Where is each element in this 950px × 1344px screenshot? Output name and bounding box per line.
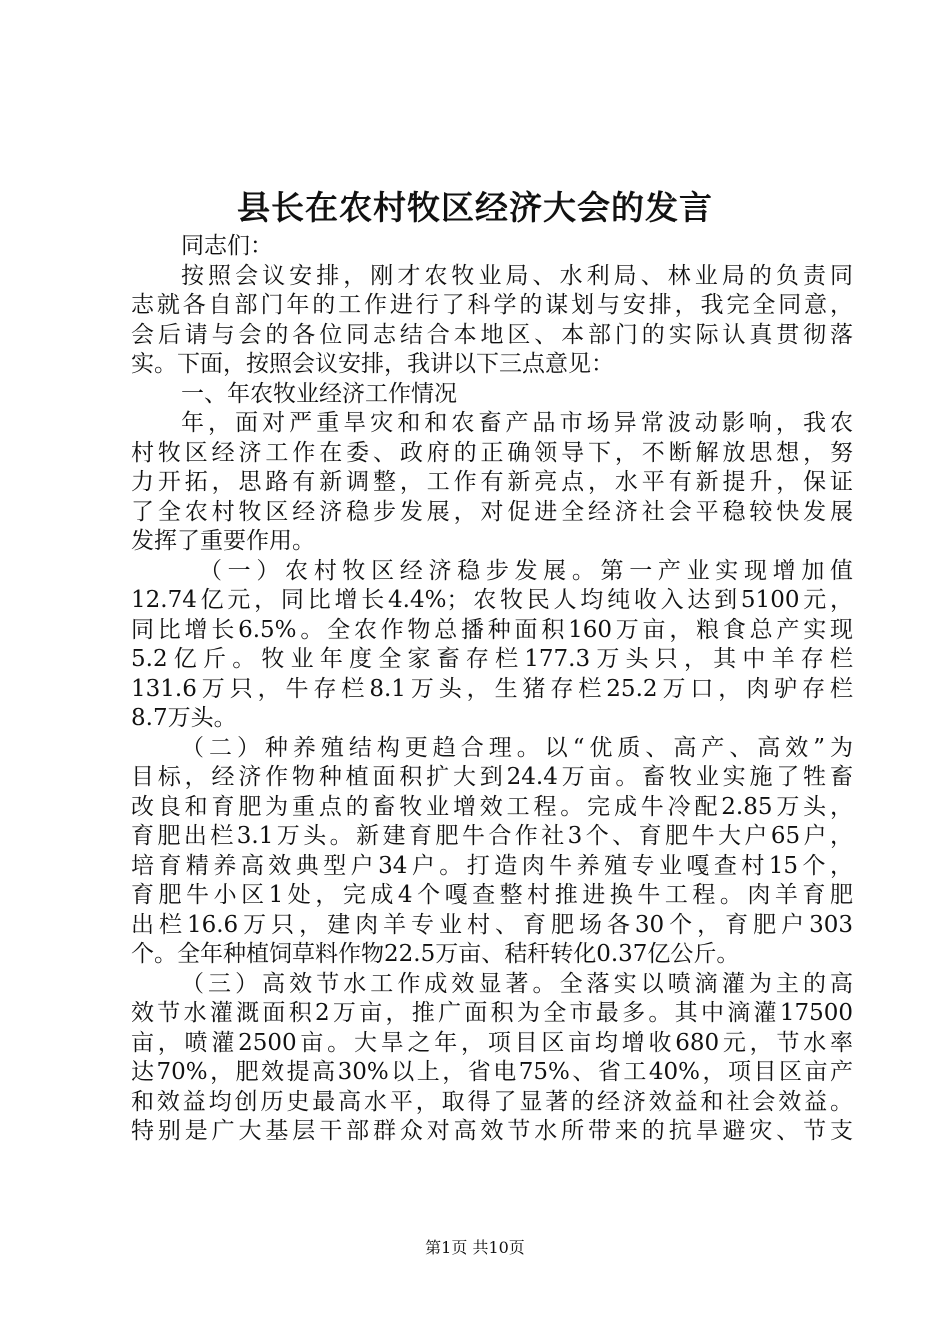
subsection-line: （二）种养殖结构更趋合理。以“优质、高产、高效”为 (181, 734, 853, 761)
text-line: 个。全年种植饲草料作物22.5万亩、秸秆转化0.37亿公斤。 (131, 941, 740, 967)
text-line: 按照会议安排，刚才农牧业局、水利局、林业局的负责同 (181, 262, 853, 289)
text-line: 特别是广大基层干部群众对高效节水所带来的抗旱避灾、节支 (131, 1118, 853, 1144)
document-body (131, 232, 853, 1147)
subsection-line: （三）高效节水工作成效显著。全落实以喷滴灌为主的高 (181, 970, 853, 997)
text-line: 出栏16.6万只，建肉羊专业村、育肥场各30个，育肥户303 (131, 911, 853, 938)
text-line: 和效益均创历史最高水平，取得了显著的经济效益和社会效益。 (131, 1088, 853, 1115)
text-line: 发挥了重要作用。 (131, 528, 315, 554)
text-line: 改良和育肥为重点的畜牧业增效工程。完成牛冷配2.85万头， (131, 793, 853, 820)
text-line: 效节水灌溉面积2万亩，推广面积为全市最多。其中滴灌17500 (131, 1000, 853, 1026)
text-line: 同比增长6.5%。全农作物总播种面积160万亩，粮食总产实现 (131, 616, 853, 643)
text-line: 育肥牛小区1处，完成4个嘎查整村推进换牛工程。肉羊育肥 (131, 882, 853, 908)
text-line: 年，面对严重旱灾和和农畜产品市场异常波动影响，我农 (181, 410, 853, 436)
salutation-line: 同志们： (181, 233, 273, 259)
text-line: 会后请与会的各位同志结合本地区、本部门的实际认真贯彻落 (131, 321, 853, 348)
text-line: 达70%，肥效提高30%以上，省电75%、省工40%，项目区亩产 (131, 1059, 853, 1085)
text-line: 了全农村牧区经济稳步发展，对促进全经济社会平稳较快发展 (131, 498, 853, 525)
text-line: 131.6万只，牛存栏8.1万头，生猪存栏25.2万口，肉驴存栏 (131, 675, 853, 702)
text-line: 12.74亿元，同比增长4.4%；农牧民人均纯收入达到5100元， (131, 587, 853, 613)
page-number-footer: 第1页 共10页 (425, 1238, 525, 1257)
document-title: 县长在农村牧区经济大会的发言 (237, 188, 713, 227)
text-line: 村牧区经济工作在委、政府的正确领导下，不断解放思想，努 (131, 439, 853, 466)
text-line: 培育精养高效典型户34户。打造肉牛养殖专业嘎查村15个， (131, 852, 853, 879)
text-line: 力开拓，思路有新调整，工作有新亮点，水平有新提升，保证 (131, 469, 853, 495)
section-heading-line: 一、年农牧业经济工作情况 (181, 380, 457, 407)
text-line: 5.2亿斤。牧业年度全家畜存栏177.3万头只，其中羊存栏 (131, 646, 853, 672)
text-line: 8.7万头。 (131, 705, 237, 731)
subsection-line: （一）农村牧区经济稳步发展。第一产业实现增加值 (199, 557, 853, 584)
text-line: 亩，喷灌2500亩。大旱之年，项目区亩均增收680元，节水率 (131, 1029, 853, 1056)
text-line: 育肥出栏3.1万头。新建育肥牛合作社3个、育肥牛大户65户， (131, 823, 853, 849)
text-line: 志就各自部门年的工作进行了科学的谋划与安排，我完全同意， (131, 292, 853, 318)
text-line: 目标，经济作物种植面积扩大到24.4万亩。畜牧业实施了牲畜 (131, 764, 853, 790)
text-line: 实。下面，按照会议安排，我讲以下三点意见： (131, 351, 614, 377)
